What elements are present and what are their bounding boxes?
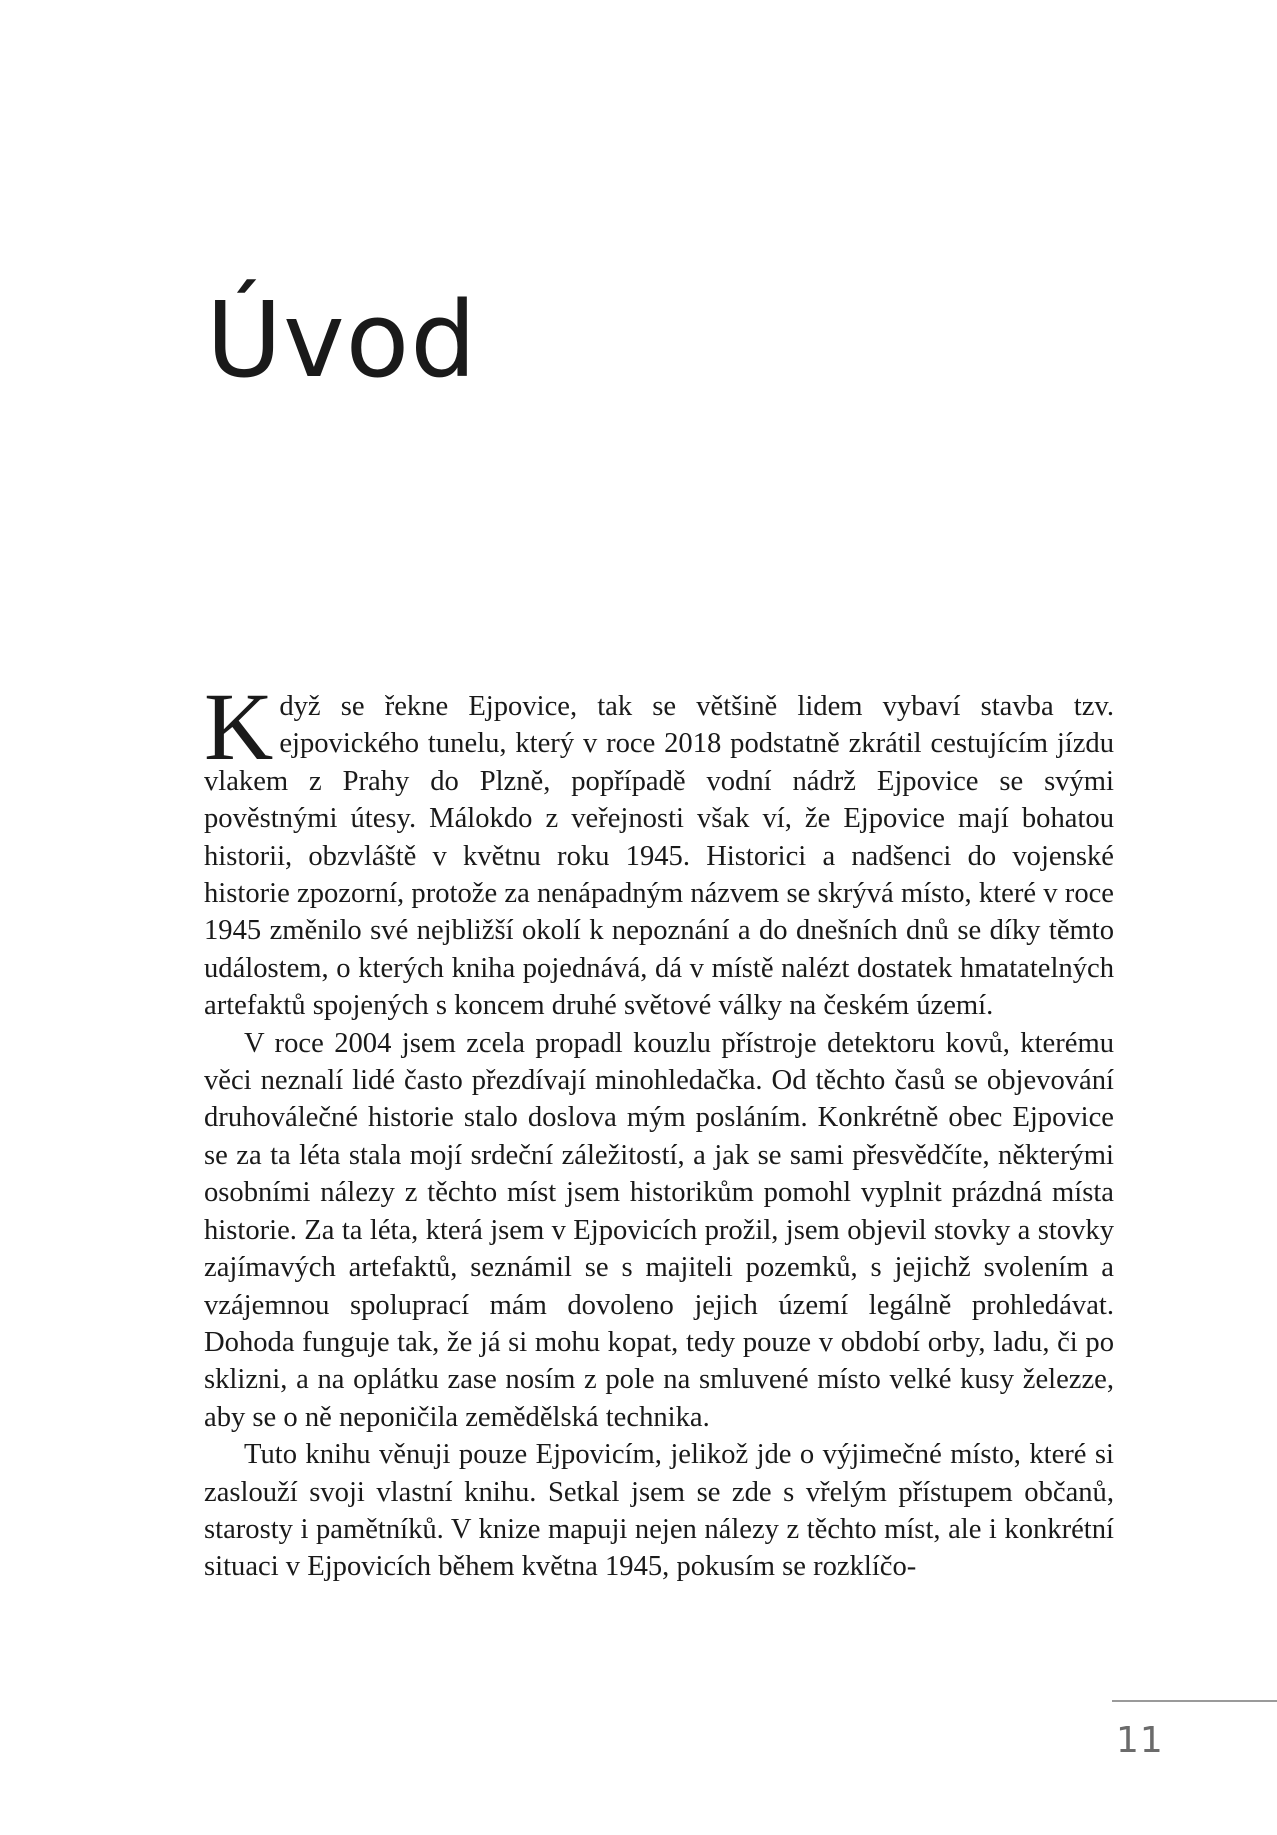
paragraph-2: V roce 2004 jsem zcela propadl kouzlu přístroje detektoru kovů, kterému věci neznalí lidé často přezdívají minohledačka. Od těchto časů se objevování druhoválečné historie stalo doslova mým posláním. Konkrétně obec Ejpovice se za ta léta stala mojí srdeční záležitostí, a jak se sami přesvědčíte, některými osobními nálezy z těchto míst jsem historikům pomohl vyplnit prázdná místa historie. Za ta léta, která jsem v Ejpovicích prožil, jsem objevil stovky a stovky zajímavých artefaktů, seznámil se s majiteli pozemků, s jejichž svolením a vzájemnou spoluprací mám dovoleno jejich území legálně prohledávat. Dohoda funguje tak, že já si mohu kopat, tedy pouze v období orby, ladu, či po sklizni, a na oplátku zase nosím z pole na smluvené místo velké kusy železze, aby se o ně neponičila zemědělská technika. (204, 1027, 1114, 1433)
paragraph-1-text: dyž se řekne Ejpovice, tak se většině lidem vybaví stavba tzv. ejpovického tunelu, který v roce 2018 podstatně zkrátil cestujícím jízdu vlakem z Prahy do Plzně, popřípadě vodní nádrž Ejpovice se svými pověstnými útesy. Málokdo z veřejnosti však ví, že Ejpovice mají bohatou historii, obzvláště v květnu roku 1945. Historici a nadšenci do vojenské historie zpozorní, protože za nenápadným názvem se skrývá místo, které v roce 1945 změnilo své nejbližší okolí k nepoznání a do dnešních dnů se díky těmto událostem, o kterých kniha pojednává, dá v místě nalézt dostatek hmatatelných artefaktů spojených s koncem druhé světové války na českém území. (204, 691, 1114, 1022)
drop-cap: K (204, 673, 274, 780)
chapter-title: Úvod (206, 279, 478, 401)
body-text (204, 673, 1114, 1586)
paragraph-1 (204, 673, 1114, 1025)
footer-rule (1112, 1700, 1277, 1702)
paragraph-3: Tuto knihu věnuji pouze Ejpovicím, jelikož jde o výjimečné místo, které si zaslouží svoji vlastní knihu. Setkal jsem se zde s vřelým přístupem občanů, starosty i pamětníků. V knize mapuji nejen nálezy z těchto míst, ale i konkrétní situaci v Ejpovicích během května 1945, pokusím se rozklíčo- (204, 1439, 1114, 1583)
page-number: 11 (1116, 1720, 1164, 1761)
